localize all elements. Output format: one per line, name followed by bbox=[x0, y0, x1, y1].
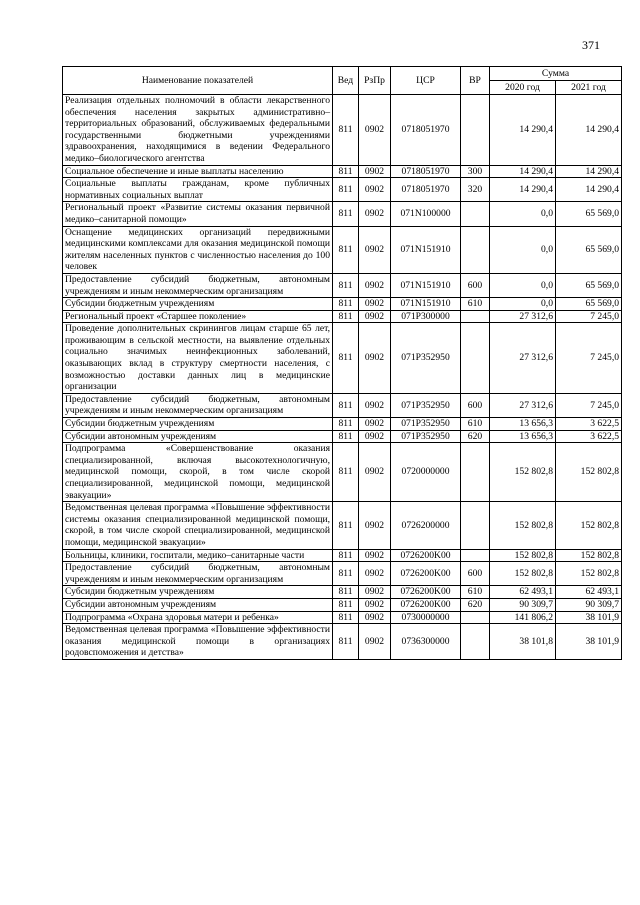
row-vr bbox=[461, 95, 490, 166]
table-row bbox=[63, 430, 622, 443]
row-rzpr: 0902 bbox=[359, 178, 391, 202]
row-vr bbox=[461, 323, 490, 394]
row-sum-2021: 14 290,4 bbox=[556, 178, 622, 202]
row-rzpr: 0902 bbox=[359, 562, 391, 586]
row-rzpr: 0902 bbox=[359, 95, 391, 166]
row-vr bbox=[461, 310, 490, 323]
row-name: Ведомственная целевая программа «Повышение эффективности системы оказания специализированной медицинской помощи, скорой, в том числе скорой специализированной, медицинской помощи, медицинской эвакуации» bbox=[63, 502, 333, 549]
row-ved: 811 bbox=[333, 310, 359, 323]
row-csr: 0736300000 bbox=[391, 624, 461, 660]
row-sum-2020: 27 312,6 bbox=[490, 310, 556, 323]
row-sum-2020: 152 802,8 bbox=[490, 562, 556, 586]
row-name: Предоставление субсидий бюджетным, автономным учреждениям и иным некоммерческим организациям bbox=[63, 393, 333, 417]
row-name: Субсидии бюджетным учреждениям bbox=[63, 418, 333, 431]
row-sum-2021: 14 290,4 bbox=[556, 165, 622, 178]
row-csr: 0726200K00 bbox=[391, 549, 461, 562]
table-row bbox=[63, 178, 622, 202]
row-vr bbox=[461, 202, 490, 226]
row-csr: 071N100000 bbox=[391, 202, 461, 226]
row-sum-2021: 3 622,5 bbox=[556, 418, 622, 431]
table-row bbox=[63, 95, 622, 166]
row-sum-2021: 65 569,0 bbox=[556, 273, 622, 297]
row-rzpr: 0902 bbox=[359, 323, 391, 394]
row-ved: 811 bbox=[333, 178, 359, 202]
row-name: Региональный проект «Развитие системы оказания первичной медико–санитарной помощи» bbox=[63, 202, 333, 226]
table-row bbox=[63, 611, 622, 624]
row-sum-2021: 152 802,8 bbox=[556, 502, 622, 549]
row-sum-2021: 62 493,1 bbox=[556, 586, 622, 599]
row-rzpr: 0902 bbox=[359, 202, 391, 226]
header-ved: Вед bbox=[333, 67, 359, 95]
row-sum-2021: 7 245,0 bbox=[556, 393, 622, 417]
row-sum-2020: 62 493,1 bbox=[490, 586, 556, 599]
header-vr: ВР bbox=[461, 67, 490, 95]
table-row bbox=[63, 418, 622, 431]
row-vr: 300 bbox=[461, 165, 490, 178]
row-name: Подпрограмма «Охрана здоровья матери и ребенка» bbox=[63, 611, 333, 624]
row-csr: 071P352950 bbox=[391, 393, 461, 417]
row-csr: 0718051970 bbox=[391, 95, 461, 166]
row-csr: 071P300000 bbox=[391, 310, 461, 323]
row-name: Предоставление субсидий бюджетным, автономным учреждениям и иным некоммерческим организациям bbox=[63, 273, 333, 297]
row-sum-2020: 13 656,3 bbox=[490, 430, 556, 443]
row-vr: 610 bbox=[461, 298, 490, 311]
row-ved: 811 bbox=[333, 430, 359, 443]
row-ved: 811 bbox=[333, 418, 359, 431]
header-row bbox=[63, 67, 622, 81]
row-csr: 0726200K00 bbox=[391, 562, 461, 586]
row-ved: 811 bbox=[333, 323, 359, 394]
row-rzpr: 0902 bbox=[359, 393, 391, 417]
row-rzpr: 0902 bbox=[359, 502, 391, 549]
row-ved: 811 bbox=[333, 586, 359, 599]
row-vr: 600 bbox=[461, 562, 490, 586]
row-ved: 811 bbox=[333, 611, 359, 624]
row-vr: 620 bbox=[461, 430, 490, 443]
row-csr: 0726200K00 bbox=[391, 598, 461, 611]
table-row bbox=[63, 598, 622, 611]
row-rzpr: 0902 bbox=[359, 430, 391, 443]
row-sum-2020: 27 312,6 bbox=[490, 323, 556, 394]
header-year-2020: 2020 год bbox=[490, 81, 556, 95]
row-vr bbox=[461, 502, 490, 549]
row-sum-2021: 65 569,0 bbox=[556, 202, 622, 226]
row-sum-2020: 90 309,7 bbox=[490, 598, 556, 611]
row-ved: 811 bbox=[333, 502, 359, 549]
header-name: Наименование показателей bbox=[63, 67, 333, 95]
row-name: Социальное обеспечение и иные выплаты населению bbox=[63, 165, 333, 178]
row-sum-2020: 14 290,4 bbox=[490, 178, 556, 202]
table-row bbox=[63, 202, 622, 226]
row-ved: 811 bbox=[333, 549, 359, 562]
row-name: Проведение дополнительных скринингов лицам старше 65 лет, проживающим в сельской местности, на выявление отдельных социально значимых неинфекционных заболеваний, оказывающих вклад в структуру смертности населения, с возможностью доставки данных лиц в медицинские организации bbox=[63, 323, 333, 394]
row-sum-2021: 152 802,8 bbox=[556, 562, 622, 586]
row-name: Предоставление субсидий бюджетным, автономным учреждениям и иным некоммерческим организациям bbox=[63, 562, 333, 586]
header-csr: ЦСР bbox=[391, 67, 461, 95]
row-ved: 811 bbox=[333, 95, 359, 166]
row-sum-2020: 152 802,8 bbox=[490, 549, 556, 562]
row-csr: 0726200K00 bbox=[391, 586, 461, 599]
row-sum-2021: 14 290,4 bbox=[556, 95, 622, 166]
row-sum-2020: 38 101,8 bbox=[490, 624, 556, 660]
row-name: Субсидии автономным учреждениям bbox=[63, 598, 333, 611]
row-vr bbox=[461, 611, 490, 624]
row-vr bbox=[461, 549, 490, 562]
table-body bbox=[63, 95, 622, 660]
row-csr: 0718051970 bbox=[391, 178, 461, 202]
row-rzpr: 0902 bbox=[359, 598, 391, 611]
row-sum-2021: 152 802,8 bbox=[556, 549, 622, 562]
row-ved: 811 bbox=[333, 298, 359, 311]
row-sum-2020: 0,0 bbox=[490, 273, 556, 297]
row-rzpr: 0902 bbox=[359, 310, 391, 323]
row-ved: 811 bbox=[333, 598, 359, 611]
row-sum-2020: 0,0 bbox=[490, 226, 556, 273]
row-rzpr: 0902 bbox=[359, 624, 391, 660]
row-rzpr: 0902 bbox=[359, 549, 391, 562]
table-row bbox=[63, 502, 622, 549]
row-vr: 610 bbox=[461, 418, 490, 431]
row-vr: 600 bbox=[461, 273, 490, 297]
row-csr: 0720000000 bbox=[391, 443, 461, 502]
row-rzpr: 0902 bbox=[359, 298, 391, 311]
row-sum-2021: 7 245,0 bbox=[556, 310, 622, 323]
row-csr: 071P352950 bbox=[391, 323, 461, 394]
row-csr: 0730000000 bbox=[391, 611, 461, 624]
header-sum: Сумма bbox=[490, 67, 622, 81]
row-ved: 811 bbox=[333, 443, 359, 502]
row-name: Реализация отдельных полномочий в области лекарственного обеспечения населения закрытых административно–территориальных образований, обслуживаемых федеральными государственными бюджетными учреждениями здравоохранения, находящимися в ведении Федерального медико–биологического агентства bbox=[63, 95, 333, 166]
row-ved: 811 bbox=[333, 226, 359, 273]
table-row bbox=[63, 226, 622, 273]
row-csr: 0718051970 bbox=[391, 165, 461, 178]
row-rzpr: 0902 bbox=[359, 165, 391, 178]
table-row bbox=[63, 562, 622, 586]
table-row bbox=[63, 393, 622, 417]
row-csr: 071N151910 bbox=[391, 273, 461, 297]
row-sum-2020: 27 312,6 bbox=[490, 393, 556, 417]
row-sum-2021: 152 802,8 bbox=[556, 443, 622, 502]
row-ved: 811 bbox=[333, 393, 359, 417]
row-vr bbox=[461, 226, 490, 273]
header-year-2021: 2021 год bbox=[556, 81, 622, 95]
row-sum-2020: 152 802,8 bbox=[490, 502, 556, 549]
row-csr: 071N151910 bbox=[391, 226, 461, 273]
row-name: Подпрограмма «Совершенствование оказания специализированной, включая высокотехнологичную, медицинской помощи, скорой, в том числе скорой специализированной, медицинской помощи, медицинской эвакуации» bbox=[63, 443, 333, 502]
row-name: Оснащение медицинских организаций передвижными медицинскими комплексами для оказания медицинской помощи жителям населенных пунктов с численностью населения до 100 человек bbox=[63, 226, 333, 273]
row-vr: 600 bbox=[461, 393, 490, 417]
row-sum-2020: 0,0 bbox=[490, 202, 556, 226]
budget-table bbox=[62, 66, 622, 660]
table-row bbox=[63, 549, 622, 562]
row-rzpr: 0902 bbox=[359, 273, 391, 297]
row-name: Больницы, клиники, госпитали, медико–санитарные части bbox=[63, 549, 333, 562]
table-row bbox=[63, 443, 622, 502]
table-row bbox=[63, 586, 622, 599]
row-sum-2020: 152 802,8 bbox=[490, 443, 556, 502]
row-sum-2020: 0,0 bbox=[490, 298, 556, 311]
row-rzpr: 0902 bbox=[359, 226, 391, 273]
table-row bbox=[63, 310, 622, 323]
row-sum-2021: 38 101,9 bbox=[556, 624, 622, 660]
row-sum-2021: 65 569,0 bbox=[556, 298, 622, 311]
row-csr: 071P352950 bbox=[391, 430, 461, 443]
table-row bbox=[63, 323, 622, 394]
row-sum-2021: 38 101,9 bbox=[556, 611, 622, 624]
row-sum-2020: 13 656,3 bbox=[490, 418, 556, 431]
row-sum-2020: 141 806,2 bbox=[490, 611, 556, 624]
row-name: Региональный проект «Старшее поколение» bbox=[63, 310, 333, 323]
row-name: Субсидии автономным учреждениям bbox=[63, 430, 333, 443]
row-name: Субсидии бюджетным учреждениям bbox=[63, 586, 333, 599]
row-vr: 620 bbox=[461, 598, 490, 611]
row-sum-2021: 90 309,7 bbox=[556, 598, 622, 611]
row-name: Субсидии бюджетным учреждениям bbox=[63, 298, 333, 311]
row-name: Социальные выплаты гражданам, кроме публичных нормативных социальных выплат bbox=[63, 178, 333, 202]
row-rzpr: 0902 bbox=[359, 443, 391, 502]
row-vr bbox=[461, 624, 490, 660]
row-vr: 610 bbox=[461, 586, 490, 599]
page-number: 371 bbox=[582, 38, 600, 52]
table-row bbox=[63, 624, 622, 660]
row-sum-2021: 3 622,5 bbox=[556, 430, 622, 443]
row-ved: 811 bbox=[333, 624, 359, 660]
row-name: Ведомственная целевая программа «Повышение эффективности оказания медицинской помощи в организациях родовспоможения и детства» bbox=[63, 624, 333, 660]
row-sum-2020: 14 290,4 bbox=[490, 165, 556, 178]
row-rzpr: 0902 bbox=[359, 586, 391, 599]
row-csr: 071P352950 bbox=[391, 418, 461, 431]
table-row bbox=[63, 165, 622, 178]
row-sum-2021: 65 569,0 bbox=[556, 226, 622, 273]
row-vr bbox=[461, 443, 490, 502]
header-rzpr: РзПр bbox=[359, 67, 391, 95]
row-rzpr: 0902 bbox=[359, 611, 391, 624]
row-csr: 0726200000 bbox=[391, 502, 461, 549]
row-ved: 811 bbox=[333, 273, 359, 297]
row-ved: 811 bbox=[333, 202, 359, 226]
row-rzpr: 0902 bbox=[359, 418, 391, 431]
table-row bbox=[63, 298, 622, 311]
row-sum-2021: 7 245,0 bbox=[556, 323, 622, 394]
row-vr: 320 bbox=[461, 178, 490, 202]
row-ved: 811 bbox=[333, 165, 359, 178]
table-row bbox=[63, 273, 622, 297]
row-ved: 811 bbox=[333, 562, 359, 586]
row-sum-2020: 14 290,4 bbox=[490, 95, 556, 166]
row-csr: 071N151910 bbox=[391, 298, 461, 311]
